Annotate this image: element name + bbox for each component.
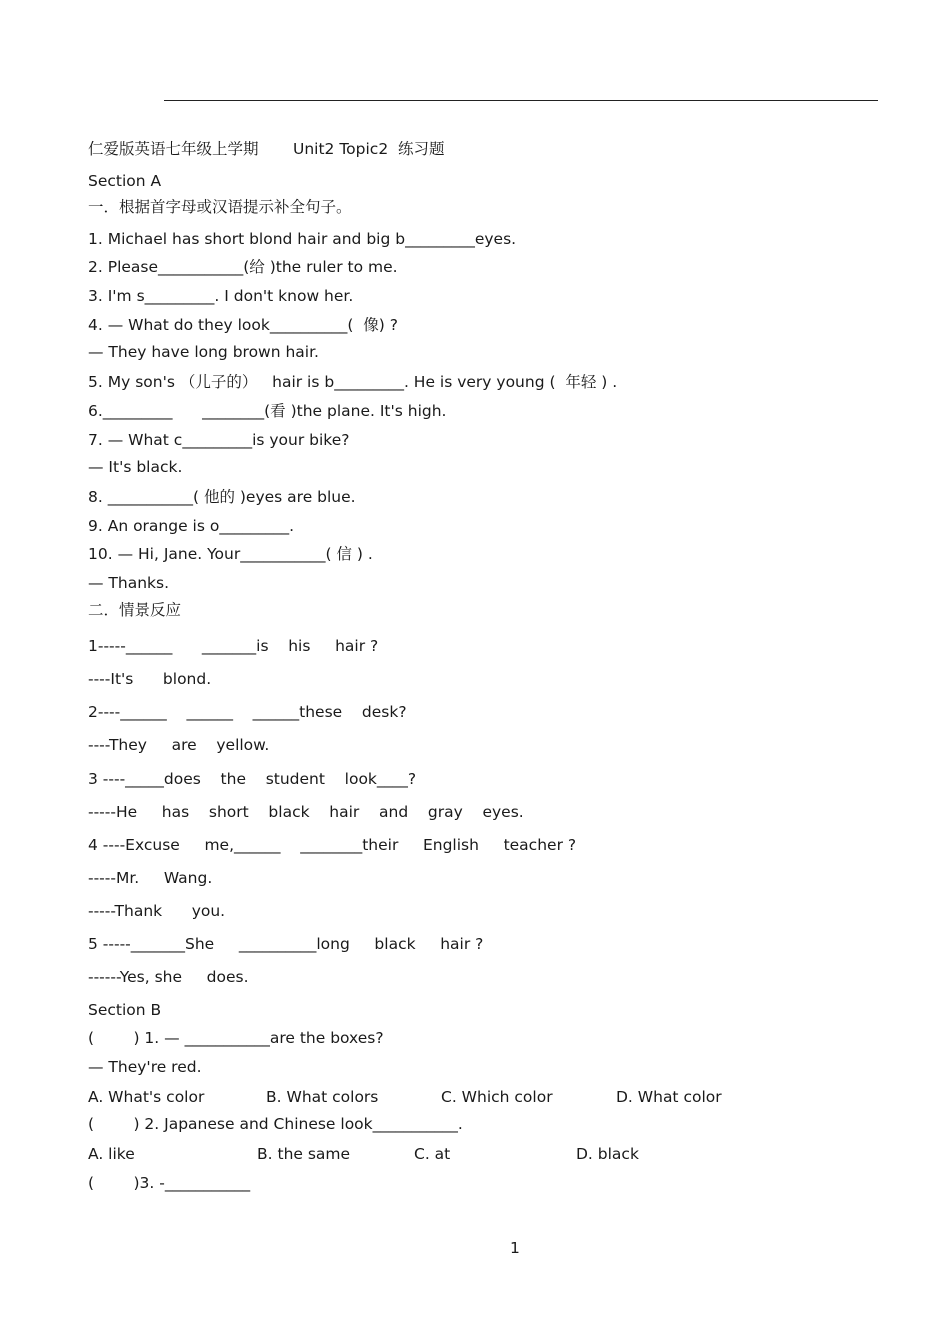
part1-item: 7. — What c_________is your bike?	[88, 431, 350, 449]
part1-item: 2. Please___________(给 )the ruler to me.	[88, 258, 398, 276]
option-a: A. like	[88, 1145, 135, 1163]
part1-item: 3. I'm s_________. I don't know her.	[88, 287, 354, 305]
option-c: C. Which color	[441, 1088, 553, 1106]
question-stem: ( )3. -___________	[88, 1174, 251, 1192]
part2-item: 2----______ ______ ______these desk?	[88, 703, 407, 721]
option-d: D. black	[576, 1145, 639, 1163]
part2-item: ----They are yellow.	[88, 736, 270, 754]
part1-item: 6._________ ________(看 )the plane. It's high.	[88, 402, 447, 420]
option-b: B. the same	[257, 1145, 351, 1163]
part2-item: ----It's blond.	[88, 670, 212, 688]
part2-item: ------Yes, she does.	[88, 968, 249, 986]
page-number: 1	[510, 1239, 520, 1257]
part2-item: 4 ----Excuse me,______ ________their English teacher ?	[88, 836, 577, 854]
section-a-label: Section A	[88, 172, 162, 190]
section-b-label: Section B	[88, 1001, 162, 1019]
part2-item: -----Mr. Wang.	[88, 869, 213, 887]
part2-item: -----Thank you.	[88, 902, 226, 920]
part1-item: 5. My son's （儿子的） hair is b_________. He is very young ( 年轻 ) .	[88, 373, 618, 391]
part2-item: 5 -----_______She __________long black hair ?	[88, 935, 484, 953]
part1-item: 8. ___________( 他的 )eyes are blue.	[88, 488, 356, 506]
part1-item: — It's black.	[88, 458, 183, 476]
part2-heading: 二．情景反应	[88, 601, 182, 619]
part1-heading: 一．根据首字母或汉语提示补全句子。	[88, 198, 352, 216]
option-a: A. What's color	[88, 1088, 205, 1106]
answer-line: — They're red.	[88, 1058, 202, 1076]
header-rule	[164, 100, 878, 101]
part1-item: 10. — Hi, Jane. Your___________( 信 ) .	[88, 545, 373, 563]
worksheet-title: 仁爱版英语七年级上学期 Unit2 Topic2 练习题	[88, 140, 445, 158]
part2-item: -----He has short black hair and gray eyes.	[88, 803, 524, 821]
question-stem: ( ) 1. — ___________are the boxes?	[88, 1029, 384, 1047]
part1-item: 9. An orange is o_________.	[88, 517, 295, 535]
part1-item: — They have long brown hair.	[88, 343, 319, 361]
part2-item: 1-----______ _______is his hair ?	[88, 637, 379, 655]
part1-item: 1. Michael has short blond hair and big b_________eyes.	[88, 230, 517, 248]
option-c: C. at	[414, 1145, 451, 1163]
part1-item: — Thanks.	[88, 574, 170, 592]
question-stem: ( ) 2. Japanese and Chinese look___________.	[88, 1115, 463, 1133]
option-d: D. What color	[616, 1088, 722, 1106]
part1-item: 4. — What do they look__________( 像) ?	[88, 316, 398, 334]
part2-item: 3 ----_____does the student look____?	[88, 770, 417, 788]
option-b: B. What colors	[266, 1088, 379, 1106]
